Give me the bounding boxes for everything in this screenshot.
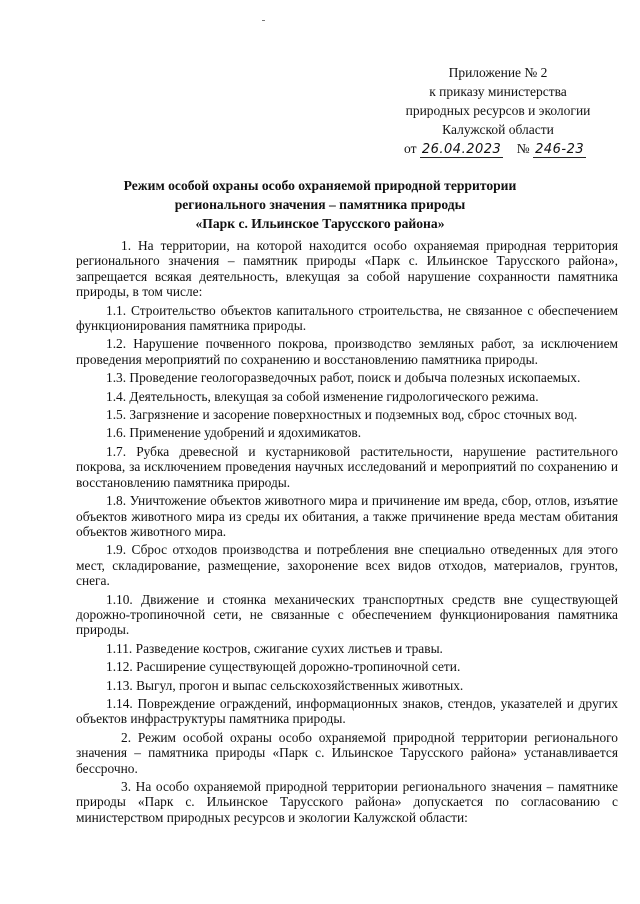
handwritten-number: 246-23 <box>535 142 585 157</box>
paragraph-1-8: 1.8. Уничтожение объектов животного мира и причинение им вреда, сбор, отлов, изъятие объектов животного мира из среды их обитания, а также причинение вреда местам обитания объектов животного мира. <box>76 493 618 539</box>
paragraph-1-7: 1.7. Рубка древесной и кустарниковой растительности, нарушение растительного покрова, за исключением проведения научных исследований и мероприятий по сохранению и восстановлению памятника природы. <box>76 443 618 490</box>
paragraph-1-11: 1.11. Разведение костров, сжигание сухих листьев и травы. <box>106 640 443 656</box>
paragraph-1: 1. На территории, на которой находится особо охраняемая природная территория регионального значения – памятник природы «Парк с. Ильинское Тарусского района», запрещается всякая деятельность, влекущая за собой нарушение сохранности памятника природы, в том числе: <box>76 238 618 300</box>
paragraph-2: 2. Режим особой охраны особо охраняемой природной территории регионального значения – памятника природы «Парк с. Ильинское Тарусского района» устанавливается бессрочно. <box>76 729 618 776</box>
handwritten-date: 26.04.2023 <box>421 142 502 157</box>
paragraph-1-2: 1.2. Нарушение почвенного покрова, производство земляных работ, за исключением проведения мероприятий по сохранению и восстановлению памятника природы. <box>76 336 618 367</box>
document-body <box>76 238 618 828</box>
title-line: «Парк с. Ильинское Тарусского района» <box>195 216 445 231</box>
paragraph-1-9: 1.9. Сброс отходов производства и потребления вне специально отведенных для этого мест, складирование, размещение, захоронение всех видов отходов, материалов, грунтов, снега. <box>76 542 618 589</box>
document-title <box>70 176 570 233</box>
paragraph-1-12: 1.12. Расширение существующей дорожно-тропиночной сети. <box>106 659 461 675</box>
title-line: регионального значения – памятника природы <box>174 197 466 212</box>
appendix-line: к приказу министерства <box>429 84 567 99</box>
title-line: Режим особой охраны особо охраняемой природной территории <box>123 178 517 193</box>
paragraph-1-14: 1.14. Повреждение ограждений, информационных знаков, стендов, указателей и других объектов инфраструктуры памятника природы. <box>76 695 618 727</box>
paragraph-1-6: 1.6. Применение удобрений и ядохимикатов. <box>106 425 362 441</box>
scan-mark <box>262 20 265 21</box>
date-prefix: от <box>404 141 417 156</box>
appendix-line: природных ресурсов и экологии <box>405 103 591 118</box>
paragraph-1-1: 1.1. Строительство объектов капитального строительства, не связанное с обеспечением функционирования памятника природы. <box>76 302 618 334</box>
order-reference <box>398 139 598 159</box>
paragraph-1-5: 1.5. Загрязнение и засорение поверхностных и подземных вод, сброс сточных вод. <box>106 407 578 423</box>
appendix-line: Калужской области <box>442 122 554 137</box>
paragraph-1-13: 1.13. Выгул, прогон и выпас сельскохозяйственных животных. <box>106 677 464 693</box>
paragraph-3: 3. На особо охраняемой природной территории регионального значения – памятнике природы «Парк с. Ильинское Тарусского района» допускается по согласованию с министерством природных ресурсов и экологии Калужской области: <box>76 779 618 825</box>
paragraph-1-3: 1.3. Проведение геологоразведочных работ, поиск и добыча полезных ископаемых. <box>106 370 581 386</box>
appendix-line: Приложение № 2 <box>448 65 548 80</box>
number-prefix: № <box>516 141 530 156</box>
paragraph-1-10: 1.10. Движение и стоянка механических транспортных средств вне существующей дорожно-тропиночной сети, не связанные с обеспечением функционирования памятника природы. <box>76 591 618 638</box>
appendix-header <box>398 63 598 159</box>
paragraph-1-4: 1.4. Деятельность, влекущая за собой изменение гидрологического режима. <box>106 388 539 404</box>
